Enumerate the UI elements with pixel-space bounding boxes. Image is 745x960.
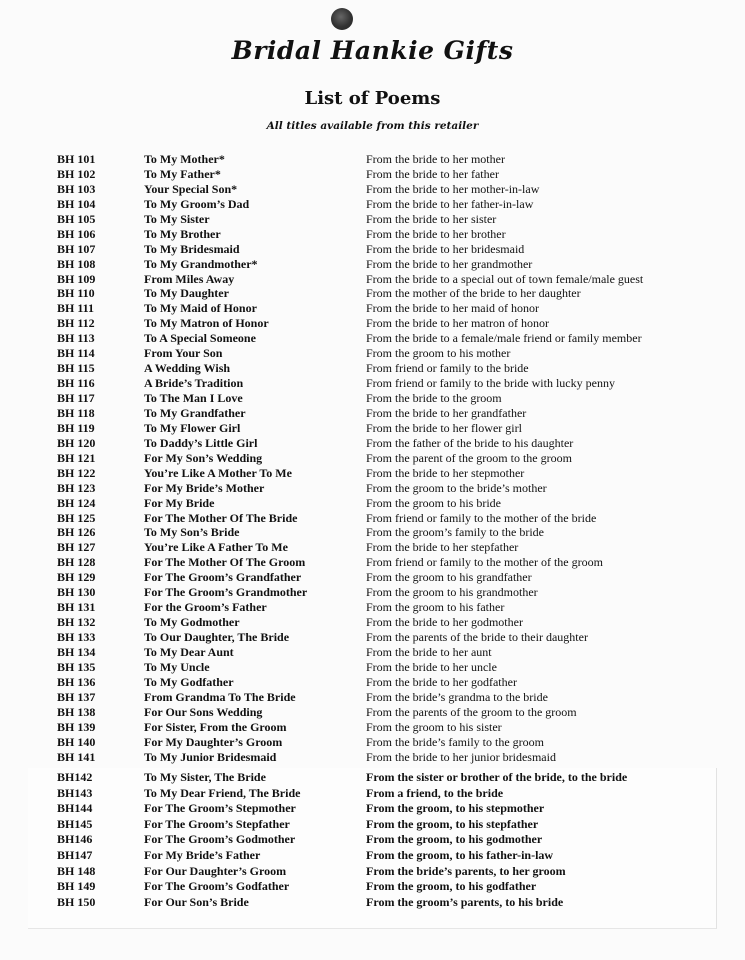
poem-title: To A Special Someone (144, 331, 256, 346)
poem-code: BH 114 (57, 346, 95, 361)
poem-title: For The Groom’s Godmother (144, 832, 296, 847)
poem-title: To My Flower Girl (144, 420, 241, 435)
poem-title: To Our Daughter, The Bride (144, 630, 290, 644)
poem-description: From the bride to her junior bridesmaid (366, 749, 556, 764)
poem-title: For The Groom’s Stepfather (144, 816, 290, 831)
poem-title: Your Special Son* (144, 181, 238, 196)
poem-code: BH 116 (57, 376, 95, 391)
poem-code: BH 134 (57, 644, 96, 659)
poem-row (0, 690, 745, 705)
poem-code: BH 115 (57, 361, 95, 376)
poem-row (0, 832, 745, 848)
poem-row (0, 555, 745, 570)
poem-description: From the bride to her godmother (366, 615, 523, 630)
poem-title: For The Groom’s Grandmother (144, 585, 308, 600)
poem-title: For Our Daughter’s Groom (144, 863, 287, 878)
poem-code: BH 122 (57, 465, 96, 480)
poem-description: From the bride to her mother-in-law (366, 181, 540, 196)
poem-description: From the groom, to his stepfather (366, 816, 539, 831)
poem-description: From the sister or brother of the bride, to the bride (366, 770, 628, 784)
poem-code: BH143 (57, 785, 93, 800)
poem-title: To My Grandfather (144, 405, 246, 420)
poem-title: To My Godmother (144, 615, 240, 630)
poem-code: BH 103 (57, 181, 96, 196)
poem-row (0, 227, 745, 242)
poem-row (0, 786, 745, 802)
poem-title: For The Groom’s Godfather (144, 879, 290, 894)
poem-description: From the bride to her stepfather (366, 540, 519, 555)
punch-hole (331, 8, 353, 30)
poem-description: From the groom to his grandfather (366, 570, 532, 585)
poem-row (0, 421, 745, 436)
poem-title: To My Dear Aunt (144, 644, 234, 659)
poem-title: For My Daughter’s Groom (144, 734, 283, 749)
poem-row (0, 540, 745, 555)
poem-title: A Wedding Wish (144, 361, 231, 376)
poem-description: From the groom to his father (366, 600, 505, 615)
poem-code: BH 120 (57, 435, 96, 450)
poem-description: From a friend, to the bride (366, 785, 504, 800)
poem-description: From the groom’s family to the bride (366, 525, 544, 540)
poem-title: For Our Son’s Bride (144, 894, 249, 909)
poem-row (0, 242, 745, 257)
poem-description: From the bride to her uncle (366, 659, 497, 674)
poem-description: From friend or family to the bride (366, 361, 529, 376)
poem-title: To My Uncle (144, 659, 210, 674)
poem-row (0, 272, 745, 287)
poem-code: BH 104 (57, 196, 96, 211)
poem-row (0, 630, 745, 645)
poem-row (0, 801, 745, 817)
poem-title: To My Matron of Honor (144, 316, 269, 331)
poem-description: From the bride to her brother (366, 226, 506, 241)
poem-row (0, 152, 745, 167)
poem-description: From friend or family to the mother of the bride (366, 510, 597, 525)
poem-code: BH 150 (57, 894, 96, 909)
poem-description: From the bride’s family to the groom (366, 734, 544, 749)
poem-row (0, 600, 745, 615)
poem-row (0, 511, 745, 526)
poem-code: BH 138 (57, 704, 96, 719)
poem-description: From the bride’s parents, to her groom (366, 863, 566, 878)
poem-title: To Daddy’s Little Girl (144, 435, 258, 450)
poem-row (0, 770, 745, 786)
poem-description: From the bride to her sister (366, 211, 497, 226)
poem-row (0, 570, 745, 585)
poem-title: To My Brother (144, 226, 221, 241)
poem-row (0, 817, 745, 833)
poem-code: BH 108 (57, 256, 96, 271)
poem-code: BH 125 (57, 510, 96, 525)
poem-title: To My Daughter (144, 286, 229, 301)
poem-row (0, 346, 745, 361)
poem-row (0, 436, 745, 451)
poem-description: From the groom to his bride (366, 495, 501, 510)
poem-row (0, 735, 745, 750)
poem-description: From the parent of the groom to the groom (366, 450, 572, 465)
poem-title: To My Groom’s Dad (144, 196, 250, 211)
poem-title: To My Maid of Honor (144, 301, 257, 316)
poem-title: For The Mother Of The Groom (144, 555, 306, 570)
poem-description: From the groom to his sister (366, 719, 502, 734)
poem-title: For My Son’s Wedding (144, 450, 263, 465)
poem-row (0, 391, 745, 406)
added-poem-list (0, 770, 745, 910)
poem-code: BH146 (57, 832, 93, 847)
poem-code: BH147 (57, 847, 93, 862)
poem-code: BH 124 (57, 495, 96, 510)
poem-description: From the bride to her godfather (366, 674, 517, 689)
poem-row (0, 720, 745, 735)
poem-title: To My Sister (144, 211, 210, 226)
poem-description: From the bride to her aunt (366, 644, 492, 659)
poem-title: You’re Like A Father To Me (144, 540, 288, 555)
poem-description: From the bride to her bridesmaid (366, 241, 525, 256)
poem-description: From the bride to her father-in-law (366, 196, 534, 211)
poem-description: From the groom to his mother (366, 346, 511, 361)
poem-row (0, 496, 745, 511)
poem-code: BH 117 (57, 391, 95, 405)
poem-row (0, 585, 745, 600)
poem-row (0, 466, 745, 481)
poem-row (0, 660, 745, 675)
poem-code: BH142 (57, 770, 93, 784)
poem-code: BH 128 (57, 555, 96, 570)
poem-description: From the mother of the bride to her daughter (366, 286, 581, 301)
poem-row (0, 750, 745, 765)
poem-code: BH 126 (57, 525, 96, 540)
poem-row (0, 316, 745, 331)
poem-row (0, 848, 745, 864)
poem-row (0, 301, 745, 316)
poem-code: BH 112 (57, 316, 95, 331)
poem-title: From Your Son (144, 346, 223, 361)
poem-code: BH 148 (57, 863, 96, 878)
poem-row (0, 406, 745, 421)
poem-row (0, 615, 745, 630)
poem-description: From the bride to her stepmother (366, 465, 525, 480)
poem-code: BH 133 (57, 630, 96, 644)
poem-description: From the groom to his grandmother (366, 585, 538, 600)
poem-code: BH 110 (57, 286, 95, 301)
poem-description: From the bride to her father (366, 166, 499, 181)
poem-title: To My Junior Bridesmaid (144, 749, 277, 764)
poem-description: From friend or family to the mother of the groom (366, 555, 603, 570)
poem-title: A Bride’s Tradition (144, 376, 244, 391)
poem-code: BH 105 (57, 211, 96, 226)
poem-description: From the groom, to his godfather (366, 879, 537, 894)
poem-title: You’re Like A Mother To Me (144, 465, 292, 480)
poem-description: From the groom, to his father-in-law (366, 847, 554, 862)
poem-description: From the groom, to his godmother (366, 832, 543, 847)
poem-row (0, 864, 745, 880)
poem-title: To My Son’s Bride (144, 525, 240, 540)
poem-description: From the bride to her mother (366, 152, 505, 166)
poem-list (0, 152, 745, 764)
poem-title: For Sister, From the Groom (144, 719, 287, 734)
poem-title: For Our Sons Wedding (144, 704, 263, 719)
poem-description: From the groom to the bride’s mother (366, 480, 547, 495)
poem-title: To My Father* (144, 166, 221, 181)
poem-row (0, 182, 745, 197)
poem-code: BH 141 (57, 749, 96, 764)
poem-code: BH 131 (57, 600, 96, 615)
poem-code: BH 132 (57, 615, 96, 630)
poem-row (0, 212, 745, 227)
poem-title: To My Mother* (144, 152, 225, 166)
poem-description: From the bride to the groom (366, 391, 502, 405)
poem-row (0, 197, 745, 212)
poem-row (0, 481, 745, 496)
poem-title: For The Mother Of The Bride (144, 510, 298, 525)
poem-description: From the bride to her matron of honor (366, 316, 549, 331)
poem-title: From Miles Away (144, 271, 235, 286)
poem-code: BH 136 (57, 674, 96, 689)
poem-description: From the bride to a female/male friend or family member (366, 331, 642, 346)
poem-description: From the bride to her grandmother (366, 256, 533, 271)
poem-title: To My Godfather (144, 674, 234, 689)
poem-row (0, 675, 745, 690)
poem-title: For The Groom’s Stepmother (144, 801, 296, 816)
poem-title: For the Groom’s Father (144, 600, 267, 615)
poem-code: BH 129 (57, 570, 96, 585)
poem-title: To The Man I Love (144, 391, 243, 405)
poem-code: BH 127 (57, 540, 96, 555)
poem-title: To My Sister, The Bride (144, 770, 266, 784)
poem-title: For My Bride (144, 495, 215, 510)
poem-description: From the father of the bride to his daughter (366, 435, 574, 450)
poem-code: BH 118 (57, 405, 95, 420)
poem-description: From the bride’s grandma to the bride (366, 689, 548, 704)
poem-code: BH 137 (57, 689, 96, 704)
availability-note: All titles available from this retailer (266, 120, 479, 132)
poem-description: From the groom’s parents, to his bride (366, 894, 564, 909)
poem-description: From the bride to her maid of honor (366, 301, 539, 316)
poem-title: To My Bridesmaid (144, 241, 240, 256)
poem-code: BH 121 (57, 450, 96, 465)
poem-code: BH 111 (57, 301, 95, 316)
poem-row (0, 705, 745, 720)
poem-row (0, 895, 745, 911)
poem-code: BH145 (57, 816, 93, 831)
poem-title: To My Dear Friend, The Bride (144, 785, 301, 800)
poem-description: From the bride to her grandfather (366, 405, 527, 420)
poem-code: BH 102 (57, 166, 96, 181)
poem-code: BH 139 (57, 719, 96, 734)
poem-description: From the bride to her flower girl (366, 420, 522, 435)
poem-row (0, 167, 745, 182)
poem-row (0, 525, 745, 540)
poem-code: BH 149 (57, 879, 96, 894)
poem-row (0, 361, 745, 376)
poem-code: BH 109 (57, 271, 96, 286)
poem-title: To My Grandmother* (144, 256, 258, 271)
poem-code: BH 140 (57, 734, 96, 749)
poem-row (0, 331, 745, 346)
poem-code: BH 123 (57, 480, 96, 495)
poem-code: BH 106 (57, 226, 96, 241)
poem-description: From the parents of the bride to their daughter (366, 630, 588, 644)
poem-row (0, 645, 745, 660)
poem-code: BH 119 (57, 420, 95, 435)
poem-row (0, 879, 745, 895)
poem-row (0, 257, 745, 272)
poem-code: BH 107 (57, 241, 96, 256)
poem-row (0, 451, 745, 466)
poem-code: BH 101 (57, 152, 96, 166)
poem-title: For My Bride’s Father (144, 847, 261, 862)
poem-code: BH 130 (57, 585, 96, 600)
poem-code: BH 135 (57, 659, 96, 674)
poem-row (0, 286, 745, 301)
poem-title: For My Bride’s Mother (144, 480, 265, 495)
poem-description: From the groom, to his stepmother (366, 801, 545, 816)
poem-description: From friend or family to the bride with lucky penny (366, 376, 615, 391)
poem-description: From the parents of the groom to the groom (366, 704, 577, 719)
poem-row (0, 376, 745, 391)
poem-code: BH144 (57, 801, 93, 816)
poem-title: From Grandma To The Bride (144, 689, 296, 704)
poem-title: For The Groom’s Grandfather (144, 570, 302, 585)
poem-code: BH 113 (57, 331, 95, 346)
poem-description: From the bride to a special out of town female/male guest (366, 271, 644, 286)
page-subtitle: List of Poems (304, 88, 441, 109)
page-title: Bridal Hankie Gifts (231, 36, 514, 65)
